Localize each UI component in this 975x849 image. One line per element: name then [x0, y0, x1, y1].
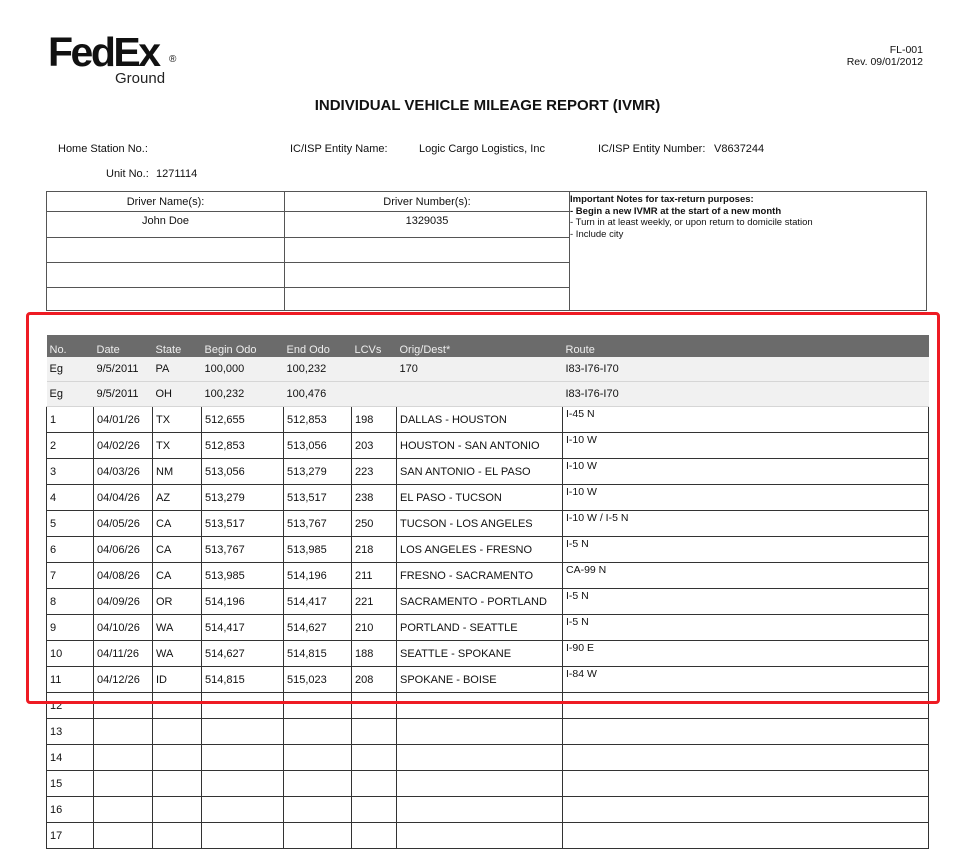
- table-cell: [202, 719, 284, 745]
- entity-name-label: IC/ISP Entity Name:: [290, 143, 388, 155]
- table-cell: 4: [47, 485, 94, 511]
- column-header: Route: [563, 335, 929, 357]
- table-cell: 512,655: [202, 407, 284, 433]
- table-cell: 04/04/26: [94, 485, 153, 511]
- unit-value: 1271114: [156, 168, 198, 180]
- table-cell: [397, 797, 563, 823]
- table-cell: 9/5/2011: [94, 382, 153, 407]
- entity-number-value: V8637244: [714, 143, 765, 155]
- driver-number-value: 1329035: [405, 215, 449, 227]
- table-cell: [94, 719, 153, 745]
- table-cell: 238: [352, 485, 397, 511]
- table-cell: 10: [47, 641, 94, 667]
- driver-name-value: John Doe: [141, 215, 190, 227]
- home-station-label: Home Station No.:: [58, 143, 148, 155]
- table-cell: 514,417: [284, 589, 352, 615]
- table-cell: 100,232: [202, 382, 284, 407]
- table-cell: I83-I76-I70: [563, 382, 929, 407]
- logo-main-text: FedEx: [48, 29, 159, 75]
- table-cell: 221: [352, 589, 397, 615]
- table-cell: OR: [153, 589, 202, 615]
- form-revision: Rev. 09/01/2012: [846, 56, 923, 68]
- table-cell: 9/5/2011: [94, 357, 153, 382]
- driver-name-header: Driver Name(s):: [126, 196, 205, 208]
- logo-registered-mark: ®: [169, 54, 177, 65]
- table-cell: DALLAS - HOUSTON: [397, 407, 563, 433]
- notes-title: Important Notes for tax-return purposes:: [570, 194, 754, 205]
- table-cell: 513,056: [202, 459, 284, 485]
- table-cell: 04/03/26: [94, 459, 153, 485]
- table-cell: 04/11/26: [94, 641, 153, 667]
- table-cell: [397, 719, 563, 745]
- table-cell: 513,985: [284, 537, 352, 563]
- table-cell: [284, 771, 352, 797]
- table-cell: SPOKANE - BOISE: [397, 667, 563, 693]
- table-cell: AZ: [153, 485, 202, 511]
- table-cell: [352, 771, 397, 797]
- entity-name-value: Logic Cargo Logistics, Inc: [419, 143, 545, 155]
- table-cell: 513,279: [284, 459, 352, 485]
- fedex-ground-logo: [48, 29, 188, 92]
- table-cell: [94, 797, 153, 823]
- table-cell: SACRAMENTO - PORTLAND: [397, 589, 563, 615]
- table-cell: 218: [352, 537, 397, 563]
- table-cell: 250: [352, 511, 397, 537]
- table-cell: 512,853: [284, 407, 352, 433]
- table-cell: I-5 N: [563, 589, 929, 615]
- table-cell: SAN ANTONIO - EL PASO: [397, 459, 563, 485]
- form-code: FL-001: [889, 44, 923, 56]
- column-header: State: [153, 335, 202, 357]
- table-cell: 513,767: [202, 537, 284, 563]
- table-cell: [202, 745, 284, 771]
- table-row: [47, 719, 929, 745]
- driver-number-column: [285, 192, 570, 310]
- table-cell: 04/05/26: [94, 511, 153, 537]
- table-cell: NM: [153, 459, 202, 485]
- table-cell: 04/01/26: [94, 407, 153, 433]
- table-cell: [153, 771, 202, 797]
- table-cell: [352, 745, 397, 771]
- table-cell: 04/09/26: [94, 589, 153, 615]
- table-cell: [563, 719, 929, 745]
- table-cell: 15: [47, 771, 94, 797]
- column-header: No.: [47, 335, 94, 357]
- table-cell: [202, 797, 284, 823]
- form-id-block: [847, 44, 923, 68]
- table-cell: [202, 771, 284, 797]
- table-cell: 04/02/26: [94, 433, 153, 459]
- table-cell: I-5 N: [563, 615, 929, 641]
- table-cell: 514,627: [284, 615, 352, 641]
- column-header: Orig/Dest*: [397, 335, 563, 357]
- table-cell: 2: [47, 433, 94, 459]
- tax-notes: [570, 194, 925, 240]
- table-cell: 513,985: [202, 563, 284, 589]
- table-cell: TX: [153, 407, 202, 433]
- table-cell: I-10 W: [563, 433, 929, 459]
- table-cell: PA: [153, 357, 202, 382]
- table-cell: 12: [47, 693, 94, 719]
- table-cell: 513,517: [284, 485, 352, 511]
- column-header: End Odo: [284, 335, 352, 357]
- table-cell: 100,232: [284, 357, 352, 382]
- unit-label: Unit No.:: [106, 168, 149, 180]
- table-cell: I-84 W: [563, 667, 929, 693]
- table-cell: Eg: [47, 357, 94, 382]
- table-cell: LOS ANGELES - FRESNO: [397, 537, 563, 563]
- table-cell: [397, 745, 563, 771]
- table-cell: [94, 745, 153, 771]
- table-cell: Eg: [47, 382, 94, 407]
- table-cell: TX: [153, 433, 202, 459]
- table-cell: 04/06/26: [94, 537, 153, 563]
- table-cell: 170: [397, 357, 563, 382]
- column-header: Date: [94, 335, 153, 357]
- table-cell: 514,627: [202, 641, 284, 667]
- table-cell: OH: [153, 382, 202, 407]
- table-cell: PORTLAND - SEATTLE: [397, 615, 563, 641]
- table-cell: I-10 W / I-5 N: [563, 511, 929, 537]
- table-cell: 513,767: [284, 511, 352, 537]
- table-cell: 04/10/26: [94, 615, 153, 641]
- table-cell: [397, 771, 563, 797]
- table-cell: [284, 797, 352, 823]
- table-cell: 9: [47, 615, 94, 641]
- table-cell: 14: [47, 745, 94, 771]
- table-cell: 514,196: [202, 589, 284, 615]
- table-cell: [153, 745, 202, 771]
- table-cell: 13: [47, 719, 94, 745]
- table-cell: ID: [153, 667, 202, 693]
- table-cell: 514,417: [202, 615, 284, 641]
- table-cell: [284, 719, 352, 745]
- table-row: [47, 745, 929, 771]
- table-cell: 11: [47, 667, 94, 693]
- driver-name-column: [47, 192, 285, 310]
- table-cell: 513,056: [284, 433, 352, 459]
- notes-bold-line: - Begin a new IVMR at the start of a new month: [570, 205, 782, 217]
- table-cell: 512,853: [202, 433, 284, 459]
- table-cell: CA: [153, 563, 202, 589]
- table-cell: 514,815: [202, 667, 284, 693]
- table-cell: I-90 E: [563, 641, 929, 667]
- logo-sub-text: Ground: [115, 70, 166, 87]
- table-cell: TUCSON - LOS ANGELES: [397, 511, 563, 537]
- table-cell: 17: [47, 823, 94, 849]
- table-row: [47, 797, 929, 823]
- table-cell: EL PASO - TUCSON: [397, 485, 563, 511]
- table-cell: 1: [47, 407, 94, 433]
- table-cell: 211: [352, 563, 397, 589]
- table-cell: 3: [47, 459, 94, 485]
- table-cell: I-5 N: [563, 537, 929, 563]
- notes-line: - Turn in at least weekly, or upon return to domicile station: [570, 217, 813, 228]
- table-cell: 514,815: [284, 641, 352, 667]
- table-cell: 188: [352, 641, 397, 667]
- column-header: Begin Odo: [202, 335, 284, 357]
- driver-number-header: Driver Number(s):: [383, 196, 471, 208]
- table-cell: CA-99 N: [563, 563, 929, 589]
- table-cell: 04/12/26: [94, 667, 153, 693]
- table-cell: [153, 797, 202, 823]
- table-row: [47, 771, 929, 797]
- table-cell: [563, 771, 929, 797]
- table-cell: 514,196: [284, 563, 352, 589]
- table-cell: 513,279: [202, 485, 284, 511]
- table-cell: 7: [47, 563, 94, 589]
- highlight-box: [26, 312, 940, 704]
- table-cell: 100,476: [284, 382, 352, 407]
- table-cell: WA: [153, 641, 202, 667]
- table-cell: CA: [153, 537, 202, 563]
- table-cell: I-10 W: [563, 485, 929, 511]
- table-cell: 513,517: [202, 511, 284, 537]
- table-cell: [563, 745, 929, 771]
- table-cell: 100,000: [202, 357, 284, 382]
- entity-number-label: IC/ISP Entity Number:: [598, 143, 706, 155]
- table-cell: 04/08/26: [94, 563, 153, 589]
- table-cell: WA: [153, 615, 202, 641]
- table-cell: 210: [352, 615, 397, 641]
- table-cell: [94, 771, 153, 797]
- table-cell: FRESNO - SACRAMENTO: [397, 563, 563, 589]
- table-cell: 515,023: [284, 667, 352, 693]
- table-cell: HOUSTON - SAN ANTONIO: [397, 433, 563, 459]
- column-header: LCVs: [352, 335, 397, 357]
- table-cell: I-10 W: [563, 459, 929, 485]
- table-cell: 8: [47, 589, 94, 615]
- table-cell: 5: [47, 511, 94, 537]
- table-cell: [563, 797, 929, 823]
- table-cell: CA: [153, 511, 202, 537]
- table-cell: 203: [352, 433, 397, 459]
- table-cell: [284, 745, 352, 771]
- table-cell: I-45 N: [563, 407, 929, 433]
- table-cell: SEATTLE - SPOKANE: [397, 641, 563, 667]
- table-cell: [352, 797, 397, 823]
- table-cell: 208: [352, 667, 397, 693]
- table-cell: 6: [47, 537, 94, 563]
- notes-line: - Include city: [570, 228, 624, 240]
- table-cell: [153, 719, 202, 745]
- table-cell: 198: [352, 407, 397, 433]
- driver-info-box: [46, 191, 927, 311]
- table-cell: [352, 719, 397, 745]
- page-title: INDIVIDUAL VEHICLE MILEAGE REPORT (IVMR): [314, 97, 661, 114]
- table-cell: 223: [352, 459, 397, 485]
- table-cell: I83-I76-I70: [563, 357, 929, 382]
- table-cell: 16: [47, 797, 94, 823]
